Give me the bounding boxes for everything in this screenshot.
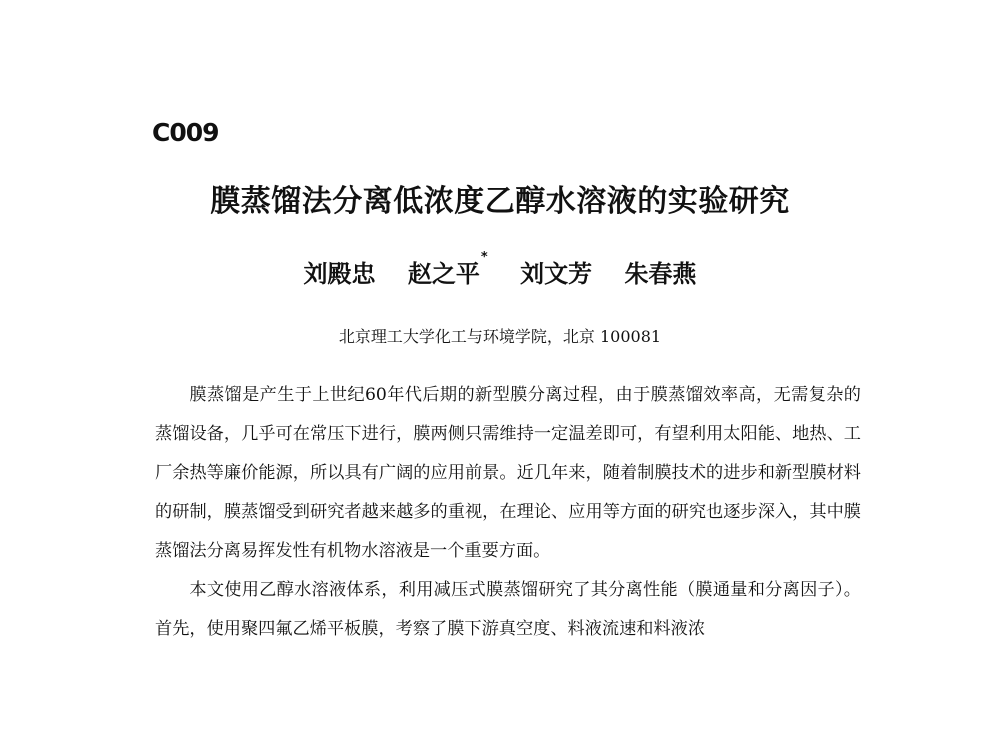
author-name-text: 刘殿忠 (303, 260, 376, 288)
corresponding-author-name (407, 250, 488, 289)
paper-title: 膜蒸馏法分离低浓度乙醇水溶液的实验研究 (210, 184, 790, 219)
author-name (304, 254, 376, 289)
body-paragraph: 膜蒸馏是产生于上世纪60年代后期的新型膜分离过程，由于膜蒸馏效率高，无需复杂的蒸馏设备，几乎可在常压下进行，膜两侧只需维持一定温差即可，有望利用太阳能、地热、工厂余热等廉价能源，所以具有广阔的应用前景。近几年来，随着制膜技术的进步和新型膜材料的研制，膜蒸馏受到研究者越来越多的重视，在理论、应用等方面的研究也逐步深入，其中膜蒸馏法分离易挥发性有机物水溶液是一个重要方面。 (155, 385, 861, 561)
article-body (155, 376, 861, 649)
author-affiliation: 北京理工大学化工与环境学院，北京 100081 (338, 327, 662, 346)
author-name-text: 刘文芳 (520, 260, 593, 288)
author-name-text: 赵之平 (407, 260, 480, 288)
corresponding-author-mark: * (480, 250, 488, 265)
author-list (0, 250, 1000, 289)
author-name (520, 254, 592, 289)
author-name (624, 254, 696, 289)
author-name-text: 朱春燕 (624, 260, 697, 288)
body-paragraph: 本文使用乙醇水溶液体系，利用减压式膜蒸馏研究了其分离性能（膜通量和分离因子）。首先，使用聚四氟乙烯平板膜，考察了膜下游真空度、料液流速和料液浓 (155, 580, 861, 639)
paper-code: C009 (152, 118, 219, 147)
